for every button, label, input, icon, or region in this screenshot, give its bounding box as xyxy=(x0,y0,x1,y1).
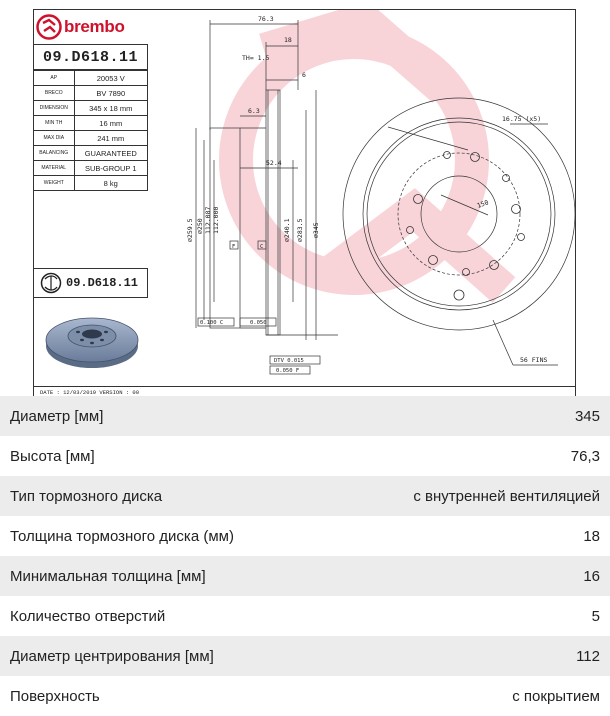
property-row xyxy=(0,556,610,596)
spec-value: 16 mm xyxy=(74,116,148,131)
dim-250: ∅250 xyxy=(196,218,204,234)
dim-bolt-hole: 16.75 (x5) xyxy=(502,115,542,123)
property-label: Толщина тормозного диска (мм) xyxy=(10,527,234,545)
dim-fins: 56 FINS xyxy=(520,356,548,364)
dim-112b: 112.000 xyxy=(212,206,220,234)
property-row xyxy=(0,636,610,676)
property-label: Количество отверстий xyxy=(10,607,166,625)
property-label: Тип тормозного диска xyxy=(10,487,163,505)
disc-cross-section-drawing xyxy=(148,10,576,386)
property-label: Диаметр центрирования [мм] xyxy=(10,647,214,665)
property-value: 16 xyxy=(583,567,600,585)
spec-row xyxy=(34,146,148,161)
ref-c: C xyxy=(260,244,264,250)
dim-six-three: 6.3 xyxy=(248,107,260,115)
properties-table xyxy=(0,396,610,716)
brembo-logo-icon xyxy=(36,14,62,40)
brand-name: brembo xyxy=(64,17,125,36)
property-label: Минимальная толщина [мм] xyxy=(10,567,206,585)
spec-key: AP xyxy=(34,71,74,86)
property-value: с покрытием xyxy=(512,687,600,705)
property-row xyxy=(0,476,610,516)
spec-key: WEIGHT xyxy=(34,176,74,191)
spec-row xyxy=(34,176,148,191)
property-label: Высота [мм] xyxy=(10,447,95,465)
spec-key: BALANCING xyxy=(34,146,74,161)
spec-key: MIN TH xyxy=(34,116,74,131)
property-value: 5 xyxy=(591,607,600,625)
property-row xyxy=(0,676,610,716)
spec-key: MAX DIA xyxy=(34,131,74,146)
spec-value: 20053 V xyxy=(74,71,148,86)
property-row xyxy=(0,596,610,636)
dim-240: ∅240.1 xyxy=(283,218,291,242)
dim-259: ∅259.5 xyxy=(186,218,194,242)
brand-header xyxy=(36,12,148,42)
property-value: 76,3 xyxy=(570,447,600,465)
disc-symbol-icon xyxy=(40,272,62,294)
ref-f: F xyxy=(232,244,236,250)
spec-value: SUB-GROUP 1 xyxy=(74,161,148,176)
property-row xyxy=(0,436,610,476)
property-label: Диаметр [мм] xyxy=(10,407,104,425)
property-value: 345 xyxy=(574,407,600,425)
property-row xyxy=(0,516,610,556)
property-row xyxy=(0,396,610,436)
spec-value: GUARANTEED xyxy=(74,146,148,161)
spec-value: 8 kg xyxy=(74,176,148,191)
dim-345: ∅345 xyxy=(312,222,320,238)
spec-row xyxy=(34,86,148,101)
spec-value: 345 x 18 mm xyxy=(74,101,148,116)
small-part-box xyxy=(34,268,148,298)
spec-key: BRECO xyxy=(34,86,74,101)
dim-th-label: TH= 1.5 xyxy=(242,54,270,62)
property-label: Поверхность xyxy=(10,687,100,705)
small-part-number: 09.D618.11 xyxy=(66,276,139,290)
tol-dtv: DTV 0.015 xyxy=(274,358,304,364)
spec-value: BV 7890 xyxy=(74,86,148,101)
spec-key: DIMENSION xyxy=(34,101,74,116)
tol-runout: 0.100 C xyxy=(200,320,224,326)
spec-row xyxy=(34,161,148,176)
dim-total-height: 76.3 xyxy=(258,15,274,23)
dim-52: 52.4 xyxy=(266,159,282,167)
spec-row xyxy=(34,131,148,146)
date-version-bar: DATE : 12/03/2019 VERSION : 00 xyxy=(34,386,576,397)
spec-key: MATERIAL xyxy=(34,161,74,176)
tol-parallel: 0.050 F xyxy=(276,368,300,374)
disc-photo xyxy=(42,306,144,372)
property-value: с внутренней вентиляцией xyxy=(413,487,600,505)
spec-row xyxy=(34,101,148,116)
technical-drawing xyxy=(33,9,576,397)
property-value: 18 xyxy=(583,527,600,545)
dim-283: ∅283.5 xyxy=(296,218,304,242)
spec-value: 241 mm xyxy=(74,131,148,146)
part-number: 09.D618.11 xyxy=(34,44,148,70)
tol-flatness: 0.050 xyxy=(250,320,267,326)
dim-pcd: 150 xyxy=(475,198,490,210)
spec-row xyxy=(34,116,148,131)
property-value: 112 xyxy=(576,647,600,665)
dim-six: 6 xyxy=(302,71,306,79)
spec-row xyxy=(34,71,148,86)
dim-thickness: 18 xyxy=(284,36,292,44)
spec-table xyxy=(34,70,148,191)
dim-112a: 112.087 xyxy=(204,206,212,234)
